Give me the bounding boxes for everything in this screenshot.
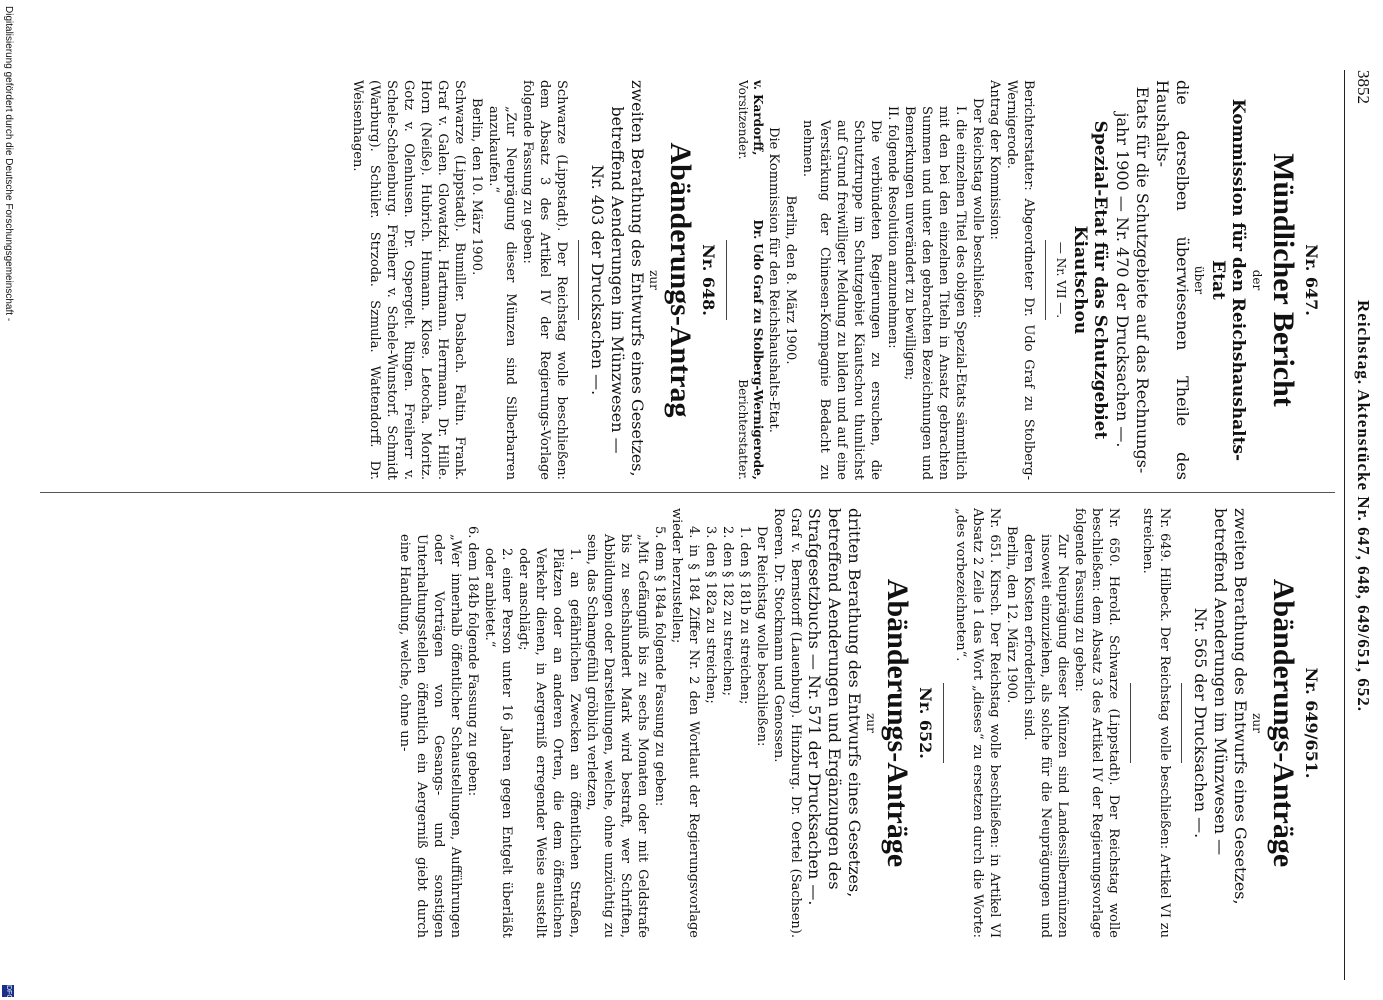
doc-number: Nr. 652. [916, 687, 935, 759]
motion-649: Nr. 649. Hilbeck. Der Reichstag wolle beschließen: Artikel VI zu streichen. [1140, 508, 1172, 938]
separator [1181, 683, 1182, 763]
motion-body: Schwarze (Lippstadt). Der Reichstag wolle beschließen: dem Absatz 3 des Artikel IV der Regierungs-Vorlage folgende Fassung zu geben: [520, 80, 569, 480]
document-652 [396, 508, 935, 938]
rapporteur [735, 219, 765, 480]
doc-number: Nr. 648. [699, 244, 718, 316]
place-date: Berlin, den 12. März 1900. [1004, 526, 1019, 704]
doc-line-1: die derselben überwiesenen Theile des Haushalts- [1153, 80, 1192, 480]
doc-zur: zur [864, 713, 878, 733]
header-rule [1344, 70, 1345, 980]
doc-ueber: über [1192, 265, 1206, 295]
doc-number: Nr. 649/651. [1302, 667, 1321, 779]
place-date: Berlin, den 10. März 1900. [469, 98, 484, 276]
doc-number: Nr. 647. [1302, 244, 1321, 316]
separator [726, 240, 727, 320]
resolution: Die verbündeten Regierungen zu ersuchen, die Schutztruppe im Schutzgebiet Kiautschou thunlichst auf Grund freiwilliger Meldung zu bilden und auf eine Verstärkung der Chinesen-Kompagnie Bedacht zu nehmen. [800, 120, 883, 480]
dfg-logo: DFG [2, 985, 14, 997]
doc-title: Abänderungs-Anträge [881, 578, 914, 868]
doc-line-3: Strafgesetzbuchs — Nr. 571 der Drucksachen —. [805, 508, 824, 906]
footer [0, 0, 18, 1000]
chairman-name: v. Kardorff, [751, 80, 765, 156]
doc-line-1: zweiten Berathung des Entwurfs eines Gesetzes, [1231, 508, 1250, 905]
rapporteur-role: Berichterstatter. [736, 379, 750, 480]
list-item: 3. den § 182a zu streichen; [703, 526, 718, 704]
doc-line-3: jahr 1900 — Nr. 470 der Drucksachen —. [1113, 112, 1132, 448]
beschluss: Der Reichstag wolle beschließen: [754, 526, 769, 747]
separator [1130, 683, 1131, 763]
item-2: II. folgende Resolution anzunehmen: [885, 106, 900, 349]
sub-item-2: 2. einer Person unter 16 Jahren gegen Entgelt überläßt oder anbietet.“ [482, 548, 514, 938]
motion-650: Nr. 650. Herold. Schwarze (Lippstadt). Der Reichstag wolle beschließen: dem Absatz 3 des Artikel IV der Regierungsvorlage folgende Fassung zu geben: [1072, 508, 1121, 938]
document-647 [735, 80, 1321, 480]
list-item: 5. dem § 184a folgende Fassung zu geben: [652, 526, 667, 807]
chairman [735, 80, 765, 160]
special-nr: — Nr. VII —. [1054, 241, 1068, 319]
motion-650-quote: Zur Neuprägung dieser Münzen sind Landessilbermünzen insoweit einzuziehen, als solche für die Neuprägungen und deren Kosten erforderlich sind. [1021, 534, 1070, 938]
doc-title: Abänderungs-Antrag [664, 142, 697, 418]
signers: Schwarze (Lippstadt). Bumiller. Dasbach. Faltin. Frank. Graf v. Galen. Glowatzki. Hartmann. Herrmann. Dr. Hille. Horn (Neiße). Hubrich. Humann. Klose. Letocha. Moritz. Gotz v. Olenhusen. Dr. Ospergelt. Ringen. Freiherr v. Schele-Schelenburg. Freiherr v. Schele-Wunstorf. Schmidt (Warburg). Schüler. Strzoda. Szmula. Wattendorff. Dr. Weisenhagen. [350, 80, 467, 480]
antrag-head: Antrag der Kommission: [987, 80, 1002, 240]
doc-line-1: dritten Berathung des Entwurfs eines Gesetzes, [845, 508, 864, 898]
list-item: 6. dem 184b folgende Fassung zu geben: [465, 526, 480, 797]
doc-line-2: betreffend Aenderungen und Ergänzungen des [825, 508, 844, 890]
doc-commission: Kommission für den Reichshaushalts-Etat [1208, 98, 1248, 462]
page-header [1343, 0, 1383, 1000]
doc-zur: zur [1250, 713, 1264, 733]
commission-signature: Die Kommission für den Reichshaushalts-Etat. [766, 127, 781, 433]
page-number: 3852 [1354, 70, 1373, 104]
item-1: I. die einzelnen Titel des obigen Spezial-Etats sämmtlich mit den bei den einzelnen Titeln in Ansatz gebrachten Summen und unter den gebrachten Bezeichnungen und Bemerkungen unverändert zu bewilligen; [902, 106, 968, 480]
list-item: 4. in § 184 Ziffer Nr. 2 den Wortlaut der Regierungsvorlage wieder herzustellen; [669, 508, 701, 938]
list-item: 1. den § 181b zu streichen; [737, 526, 752, 705]
doc-title: Abänderungs-Anträge [1267, 578, 1300, 868]
running-title: Reichstag. Aktenstücke Nr. 647, 648, 649/651, 652. [1354, 300, 1373, 713]
signers: Graf v. Bernstorff (Lauenburg). Hinzburg. Dr. Oertel (Sachsen). Roeren. Dr. Stockmann und Genossen. [771, 508, 803, 938]
doc-line-1: zweiten Berathung des Entwurfs eines Gesetzes, [628, 80, 647, 477]
doc-der: der [1250, 269, 1264, 291]
doc-title: Mündlicher Bericht [1267, 153, 1300, 407]
motion-quote: „Zur Neuprägung dieser Münzen sind Silberbarren anzukaufen.“ [486, 106, 518, 480]
doc-line-3: Nr. 403 der Drucksachen —. [588, 164, 607, 396]
doc-line-2: betreffend Aenderungen im Münzwesen — [1211, 508, 1230, 856]
special-etat: Spezial-Etat für das Schutzgebiet Kiautschou [1070, 120, 1110, 440]
right-column [20, 508, 1323, 938]
doc-line-2: Etats für die Schutzgebiete auf das Rechnungs- [1133, 86, 1152, 474]
quote-184a: „Mit Gefängniß bis zu sechs Monaten oder mit Geldstrafe bis zu sechshundert Mark wird bestraft, wer Schriften, Abbildungen oder Darstellungen, welche, ohne unzüchtig zu sein, das Schamgefühl gröblich verletzen, [584, 534, 650, 938]
separator [578, 240, 579, 320]
rapporteur-name: Dr. Udo Graf zu Stolberg-Wernigerode, [751, 219, 765, 480]
chairman-role: Vorsitzender. [736, 80, 750, 160]
sub-item-1: 1. an gefährlichen Zwecken an öffentlichen Straßen, Plätzen oder an anderen Orten, die dem öffentlichen Verkehr dienen, in Aergerniß erregender Weise ausstellt oder anschlägt; [516, 548, 582, 938]
reporter: Berichterstatter: Abgeordneter Dr. Udo Graf zu Stolberg-Wernigerode. [1004, 80, 1036, 480]
separator [1045, 240, 1046, 320]
list-item: 2. den § 182 zu streichen; [720, 526, 735, 697]
place-date: Berlin, den 8. März 1900. [783, 195, 798, 365]
beschluss: Der Reichstag wolle beschließen: [970, 98, 985, 319]
column-divider [40, 492, 1335, 493]
funding-note: Digitalisierung gefördert durch die Deutsche Forschungsgemeinschaft - [3, 6, 14, 322]
document-648 [349, 80, 718, 480]
doc-line-2: betreffend Aenderungen im Münzwesen — [608, 106, 627, 454]
signature-row [735, 80, 765, 480]
motion-651: Nr. 651. Kirsch. Der Reichstag wolle beschließen: in Artikel VI Absatz 2 Zeile 1 das Wort „dieses“ zu ersetzen durch die Worte: „des vorbezeichneten“. [953, 508, 1002, 938]
doc-line-3: Nr. 565 der Drucksachen —. [1191, 607, 1210, 839]
left-column [20, 80, 1323, 480]
doc-zur: zur [647, 270, 661, 290]
quote-184b: „Wer innerhalb öffentlicher Schaustellungen, Aufführungen oder Vorträgen von Gesangs- und sonstigen Unterhaltungsstellen öffentlich ein Aergerniß giebt durch eine Handlung, welche, ohne un- [397, 534, 463, 938]
document-649-651 [952, 508, 1321, 938]
separator [943, 683, 944, 763]
